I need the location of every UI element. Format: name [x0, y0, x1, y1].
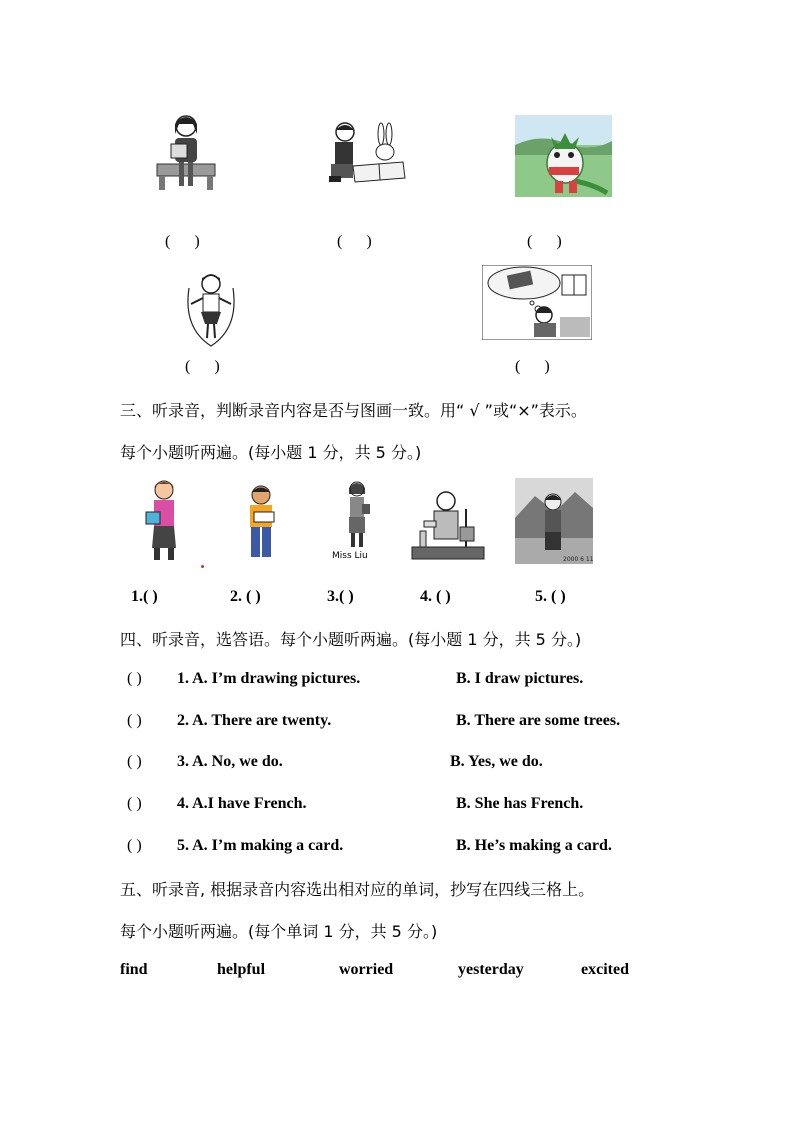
- question-option-b: B. There are some trees.: [456, 712, 621, 729]
- question-option-b: B. He’s making a card.: [456, 837, 612, 854]
- photo-date-stamp: 2000 6 11: [563, 556, 594, 563]
- girl-reading-on-bench-picture: [155, 110, 217, 192]
- answer-bracket[interactable]: ( ): [127, 753, 142, 770]
- answer-bracket[interactable]: ( ): [127, 795, 142, 812]
- answer-bracket[interactable]: ( ): [185, 358, 220, 375]
- answer-bracket[interactable]: ( ): [165, 233, 200, 250]
- question-option-a: 3. A. No, we do.: [177, 753, 283, 770]
- section4-heading: 四、听录音，选答语。每个小题听两遍。(每小题 1 分，共 5 分。): [120, 630, 582, 649]
- section3-instruction: 每个小题听两遍。(每小题 1 分，共 5 分。): [120, 443, 422, 462]
- section5-instruction: 每个小题听两遍。(每个单词 1 分，共 5 分。): [120, 922, 438, 941]
- answer-item[interactable]: 3.( ): [327, 588, 354, 605]
- dragon-cartoon-picture: [515, 115, 612, 197]
- word-option: helpful: [217, 961, 266, 978]
- red-dot: [201, 565, 204, 568]
- question-option-b: B. She has French.: [456, 795, 584, 812]
- answer-item[interactable]: 5. ( ): [535, 588, 566, 605]
- word-option: excited: [581, 961, 629, 978]
- answer-bracket[interactable]: ( ): [127, 837, 142, 854]
- answer-bracket[interactable]: ( ): [127, 712, 142, 729]
- question-option-a: 4. A.I have French.: [177, 795, 307, 812]
- picture-caption: Miss Liu: [332, 551, 368, 561]
- answer-item[interactable]: 2. ( ): [230, 588, 261, 605]
- answer-bracket[interactable]: ( ): [527, 233, 562, 250]
- question-option-b: B. I draw pictures.: [456, 670, 584, 687]
- answer-bracket[interactable]: ( ): [337, 233, 372, 250]
- man-holding-folder-picture: [238, 484, 284, 562]
- section5-heading: 五、听录音, 根据录音内容选出相对应的单词，抄写在四线三格上。: [120, 880, 595, 899]
- word-option: find: [120, 961, 148, 978]
- word-option: worried: [339, 961, 394, 978]
- answer-item[interactable]: 1.( ): [131, 588, 158, 605]
- scientist-lab-picture: [410, 487, 486, 561]
- question-option-a: 1. A. I’m drawing pictures.: [177, 670, 361, 687]
- woman-holding-book-picture: [140, 478, 188, 562]
- word-option: yesterday: [458, 961, 524, 978]
- question-option-b: B. Yes, we do.: [450, 753, 543, 770]
- question-option-a: 5. A. I’m making a card.: [177, 837, 344, 854]
- question-option-a: 2. A. There are twenty.: [177, 712, 332, 729]
- section3-heading: 三、听录音，判断录音内容是否与图画一致。用“ √ ”或“×”表示。: [120, 401, 587, 420]
- woman-landscape-photo-picture: [515, 478, 593, 564]
- girl-thinking-of-book-picture: [482, 265, 592, 340]
- miss-liu-picture: [336, 480, 378, 548]
- answer-bracket[interactable]: ( ): [515, 358, 550, 375]
- answer-item[interactable]: 4. ( ): [420, 588, 451, 605]
- girl-skipping-rope-picture: [181, 268, 241, 350]
- boy-and-rabbit-reading-picture: [325, 118, 407, 188]
- answer-bracket[interactable]: ( ): [127, 670, 142, 687]
